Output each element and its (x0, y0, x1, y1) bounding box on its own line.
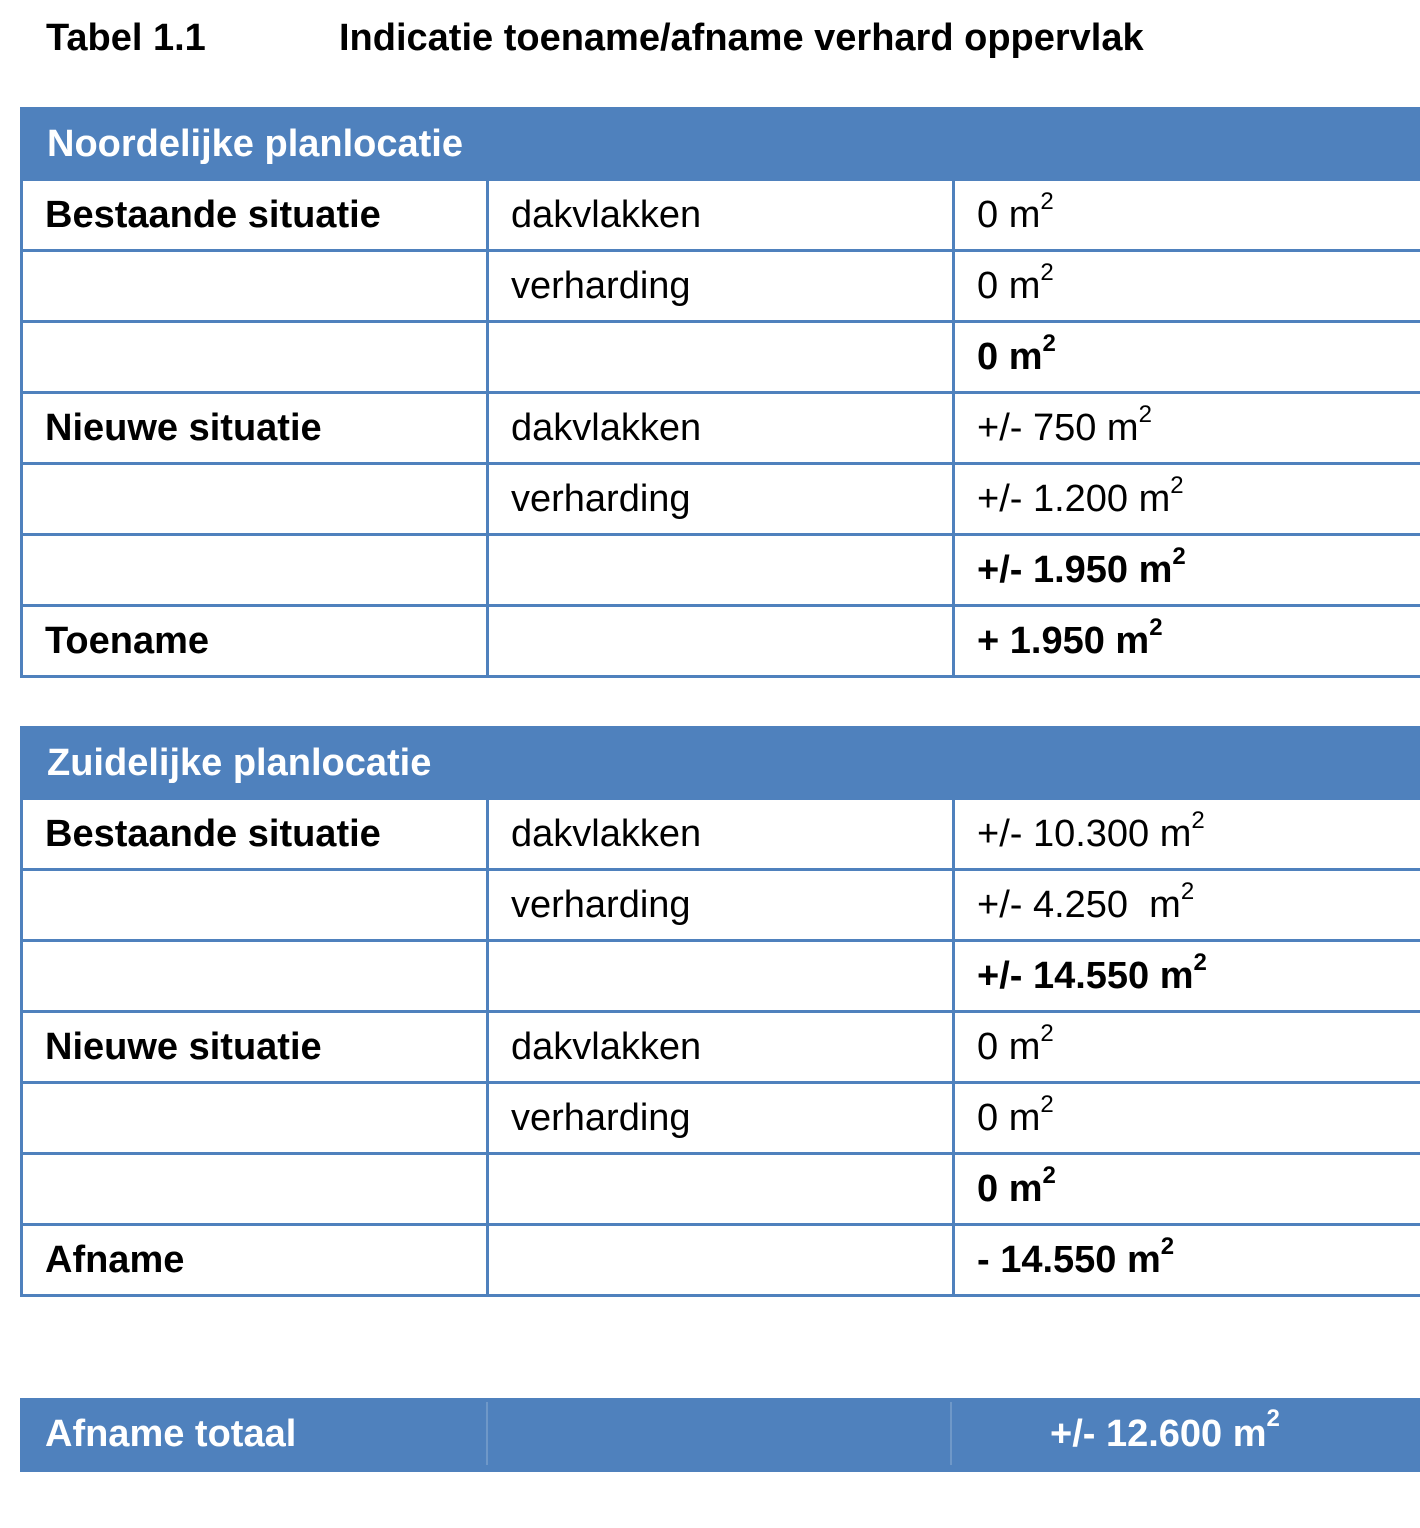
south-location-table (20, 726, 1420, 1297)
area-amount: 0 m (977, 336, 1043, 378)
area-amount: 0 m (977, 1026, 1041, 1068)
area-value-cell (954, 606, 1420, 677)
table-row (22, 535, 1420, 606)
area-value-cell (954, 941, 1420, 1012)
situation-label (22, 535, 488, 606)
caption-number: Tabel 1.1 (46, 17, 206, 59)
situation-label (22, 941, 488, 1012)
area-amount: 0 m (977, 1168, 1043, 1210)
area-value-cell (954, 1012, 1420, 1083)
situation-label: Bestaande situatie (22, 799, 488, 870)
situation-label (22, 464, 488, 535)
area-value-cell (954, 1083, 1420, 1154)
unit-exponent: 2 (1040, 188, 1054, 216)
unit-exponent: 2 (1266, 1405, 1280, 1433)
area-value-cell (954, 870, 1420, 941)
area-value-cell (954, 393, 1420, 464)
surface-type: dakvlakken (488, 799, 954, 870)
area-amount: +/- 10.300 m (977, 813, 1192, 855)
situation-label: Nieuwe situatie (22, 1012, 488, 1083)
table-row (22, 799, 1420, 870)
caption-title: Indicatie toename/afname verhard oppervlak (339, 17, 1144, 59)
unit-exponent: 2 (1180, 878, 1195, 906)
surface-type: verharding (488, 870, 954, 941)
area-amount: 0 m (977, 265, 1041, 307)
unit-exponent: 2 (1149, 614, 1163, 642)
area-value-cell (954, 322, 1420, 393)
area-amount: 0 m (977, 1097, 1041, 1139)
unit-exponent: 2 (1170, 472, 1184, 500)
total-decrease-amount: +/- 12.600 m (1050, 1413, 1267, 1455)
north-location-heading: Noordelijke planlocatie (22, 109, 1420, 180)
area-amount: + 1.950 m (977, 620, 1150, 662)
total-decrease-value (1050, 1405, 1280, 1456)
unit-exponent: 2 (1172, 543, 1186, 571)
unit-exponent: 2 (1040, 1091, 1054, 1119)
surface-type (488, 1225, 954, 1296)
unit-exponent: 2 (1138, 401, 1152, 429)
situation-label (22, 870, 488, 941)
situation-label (22, 1154, 488, 1225)
total-column-divider (486, 1402, 488, 1465)
surface-type: verharding (488, 1083, 954, 1154)
area-amount: 0 m (977, 194, 1041, 236)
area-value-cell (954, 799, 1420, 870)
surface-type: verharding (488, 464, 954, 535)
situation-label (22, 322, 488, 393)
unit-exponent: 2 (1193, 949, 1207, 977)
table-row (22, 1012, 1420, 1083)
total-decrease-row (20, 1398, 1420, 1472)
area-value-cell (954, 1154, 1420, 1225)
table-row (22, 251, 1420, 322)
area-value-cell (954, 1225, 1420, 1296)
surface-type: dakvlakken (488, 393, 954, 464)
area-value-cell (954, 180, 1420, 251)
unit-exponent: 2 (1191, 807, 1205, 835)
situation-label: Afname (22, 1225, 488, 1296)
unit-exponent: 2 (1042, 330, 1056, 358)
area-amount: +/- 1.200 m (977, 478, 1171, 520)
situation-label: Bestaande situatie (22, 180, 488, 251)
surface-type: verharding (488, 251, 954, 322)
area-amount: +/- 750 m (977, 407, 1139, 449)
area-value-cell (954, 251, 1420, 322)
table-row (22, 1225, 1420, 1296)
surface-type (488, 322, 954, 393)
area-value-cell (954, 535, 1420, 606)
table-row (22, 606, 1420, 677)
area-amount: +/- 1.950 m (977, 549, 1173, 591)
situation-label (22, 251, 488, 322)
table-row (22, 870, 1420, 941)
surface-type (488, 606, 954, 677)
table-row (22, 180, 1420, 251)
situation-label: Toename (22, 606, 488, 677)
table-row (22, 393, 1420, 464)
south-location-heading: Zuidelijke planlocatie (22, 728, 1420, 799)
situation-label: Nieuwe situatie (22, 393, 488, 464)
situation-label (22, 1083, 488, 1154)
table-row (22, 1083, 1420, 1154)
surface-type (488, 535, 954, 606)
unit-exponent: 2 (1040, 1020, 1054, 1048)
area-amount: +/- 14.550 m (977, 955, 1194, 997)
area-amount: - 14.550 m (977, 1239, 1161, 1281)
surface-type (488, 941, 954, 1012)
table-row (22, 322, 1420, 393)
area-amount: +/- 4.250 m (977, 884, 1181, 926)
area-value-cell (954, 464, 1420, 535)
unit-exponent: 2 (1160, 1233, 1175, 1261)
unit-exponent: 2 (1040, 259, 1054, 287)
table-row (22, 1154, 1420, 1225)
surface-type (488, 1154, 954, 1225)
north-location-table (20, 107, 1420, 678)
unit-exponent: 2 (1042, 1162, 1056, 1190)
table-row (22, 464, 1420, 535)
surface-type: dakvlakken (488, 180, 954, 251)
table-row (22, 941, 1420, 1012)
surface-type: dakvlakken (488, 1012, 954, 1083)
total-column-divider (950, 1402, 952, 1465)
total-decrease-label: Afname totaal (45, 1413, 297, 1455)
